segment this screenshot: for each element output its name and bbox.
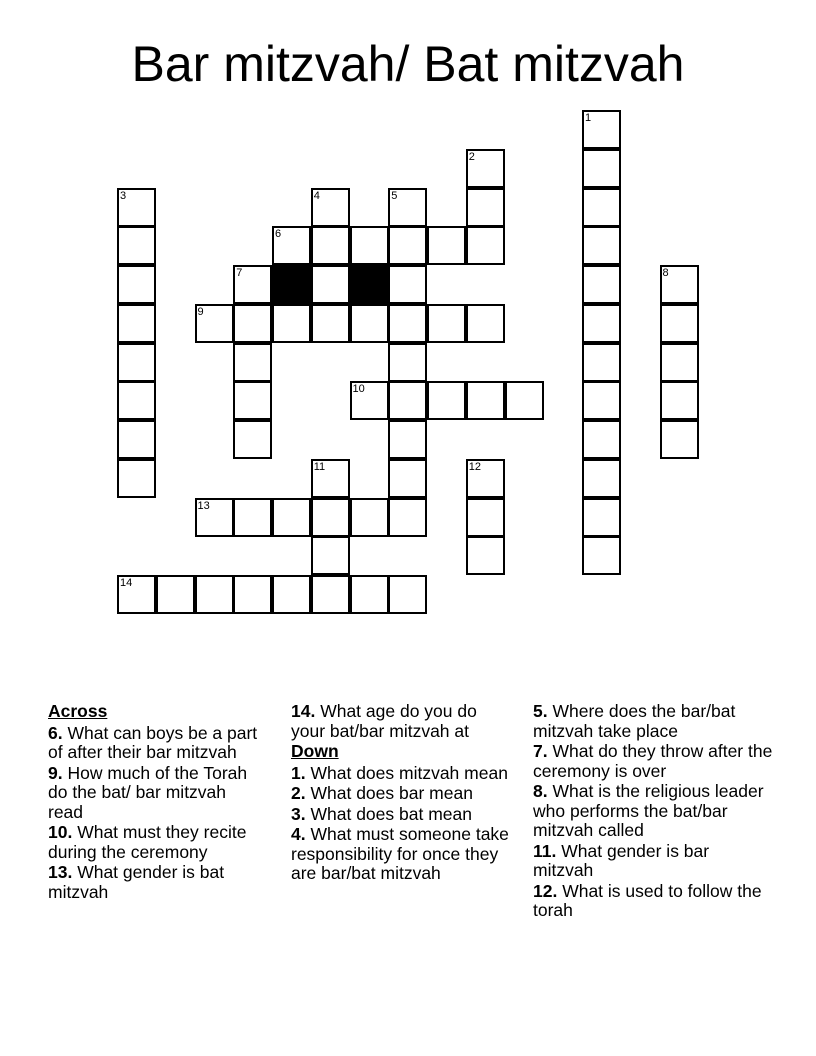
clue-text: What does bat mean	[310, 803, 472, 824]
blocked-cell	[272, 265, 311, 304]
grid-cell[interactable]	[350, 575, 389, 614]
clue-number: 10.	[48, 822, 73, 842]
grid-cell[interactable]	[466, 149, 505, 188]
grid-cell[interactable]	[233, 420, 272, 459]
grid-cell[interactable]	[272, 304, 311, 343]
grid-cell[interactable]	[582, 343, 621, 382]
grid-cell[interactable]	[660, 343, 699, 382]
clue-text: What does bar mean	[310, 783, 473, 803]
clue-down-5	[533, 702, 773, 741]
grid-cell[interactable]	[427, 226, 466, 265]
clue-down-11	[533, 842, 773, 881]
grid-cell[interactable]	[660, 381, 699, 420]
clue-number: 13.	[48, 862, 73, 882]
clue-number: 5.	[533, 701, 548, 721]
clue-number-label: 14	[120, 577, 133, 589]
clue-number-label: 6	[275, 228, 282, 241]
grid-cell[interactable]	[466, 536, 505, 575]
clue-number-label: 13	[197, 499, 210, 512]
clue-text: What can boys be a part of after their bar mitzvah	[48, 722, 258, 762]
clue-number: 6.	[48, 722, 63, 743]
clue-number: 2.	[291, 783, 306, 803]
grid-cell[interactable]	[388, 188, 427, 227]
clue-number: 7.	[533, 741, 548, 761]
clue-down-4	[291, 825, 511, 884]
clue-number: 14.	[291, 701, 316, 721]
clue-number: 4.	[291, 824, 306, 844]
grid-cell[interactable]	[311, 226, 350, 265]
grid-cell[interactable]	[350, 381, 389, 420]
grid-cell[interactable]	[505, 381, 544, 420]
grid-cell[interactable]	[311, 304, 350, 343]
clue-number-label: 4	[313, 189, 320, 202]
grid-cell[interactable]	[311, 188, 350, 227]
grid-cell[interactable]	[350, 498, 389, 537]
grid-cell[interactable]	[117, 420, 156, 459]
grid-cell[interactable]	[195, 575, 234, 614]
grid-cell[interactable]	[117, 459, 156, 498]
grid-cell[interactable]	[117, 226, 156, 265]
grid-cell[interactable]	[466, 459, 505, 498]
grid-cell[interactable]	[582, 536, 621, 575]
clue-text: What is the religious leader who performs the bat/bar mitzvah called	[533, 781, 764, 840]
clue-text: What must someone take responsibility for once they are bar/bat mitzvah	[291, 824, 509, 883]
grid-cell[interactable]	[195, 498, 234, 537]
grid-cell[interactable]	[388, 381, 427, 420]
clue-number: 9.	[48, 762, 63, 783]
clue-number-label: 8	[662, 267, 669, 279]
down-heading: Down	[291, 741, 339, 761]
clue-number-label: 3	[120, 189, 127, 202]
grid-cell[interactable]	[272, 226, 311, 265]
clue-text: Where does the bar/bat mitzvah take place	[533, 701, 736, 741]
clue-text: What is used to follow the torah	[533, 880, 762, 920]
clue-across-10	[48, 823, 263, 862]
clue-text: What gender is bat mitzvah	[48, 862, 225, 902]
grid-cell[interactable]	[117, 343, 156, 382]
grid-cell[interactable]	[388, 265, 427, 304]
grid-cell[interactable]	[660, 304, 699, 343]
grid-cell[interactable]	[311, 459, 350, 498]
clue-text: What age do you do your bat/bar mitzvah at	[291, 701, 477, 741]
grid-cell[interactable]	[388, 343, 427, 382]
grid-cell[interactable]	[117, 265, 156, 304]
clue-across-9	[48, 764, 263, 823]
grid-cell[interactable]	[350, 226, 389, 265]
across-heading: Across	[48, 701, 108, 721]
clues-column-2	[291, 702, 511, 885]
grid-cell[interactable]	[311, 575, 350, 614]
grid-cell[interactable]	[582, 265, 621, 304]
grid-cell[interactable]	[195, 304, 234, 343]
clue-across-6	[48, 724, 263, 763]
grid-cell[interactable]	[582, 188, 621, 227]
clue-across-13	[48, 863, 263, 902]
grid-cell[interactable]	[582, 226, 621, 265]
clue-down-3	[291, 805, 511, 825]
clue-number: 3.	[291, 803, 306, 824]
clue-text: What must they recite during the ceremony	[48, 822, 247, 862]
grid-cell[interactable]	[660, 265, 699, 304]
grid-cell[interactable]	[388, 575, 427, 614]
grid-cell[interactable]	[311, 265, 350, 304]
clue-number-label: 9	[197, 305, 204, 318]
clue-number: 8.	[533, 781, 548, 801]
grid-cell[interactable]	[427, 381, 466, 420]
clue-number-label: 12	[468, 460, 481, 473]
clue-number-label: 2	[468, 150, 475, 163]
clue-down-1	[291, 764, 511, 784]
grid-cell[interactable]	[466, 304, 505, 343]
grid-cell[interactable]	[233, 343, 272, 382]
clue-number: 12.	[533, 880, 558, 901]
grid-cell[interactable]	[272, 498, 311, 537]
grid-cell[interactable]	[427, 304, 466, 343]
clue-down-7	[533, 742, 773, 781]
clue-across-14	[291, 702, 511, 741]
clue-text: What does mitzvah mean	[310, 762, 508, 783]
grid-cell[interactable]	[582, 381, 621, 420]
blocked-cell	[350, 265, 389, 304]
grid-cell[interactable]	[156, 575, 195, 614]
grid-cell[interactable]	[582, 420, 621, 459]
clue-number-label: 5	[391, 189, 398, 202]
clue-number-label: 10	[352, 383, 365, 396]
grid-cell[interactable]	[582, 459, 621, 498]
grid-cell[interactable]	[117, 188, 156, 227]
clue-number-label: 11	[313, 460, 326, 473]
grid-cell[interactable]	[233, 575, 272, 614]
clue-number: 11.	[533, 840, 557, 861]
grid-cell[interactable]	[466, 498, 505, 537]
clue-text: What do they throw after the ceremony is over	[533, 741, 773, 781]
clue-number-label: 7	[236, 267, 243, 279]
clue-down-2	[291, 784, 511, 804]
grid-cell[interactable]	[388, 459, 427, 498]
grid-cell[interactable]	[388, 420, 427, 459]
grid-cell[interactable]	[388, 498, 427, 537]
grid-cell[interactable]	[388, 304, 427, 343]
grid-cell[interactable]	[466, 188, 505, 227]
grid-cell[interactable]	[233, 381, 272, 420]
grid-cell[interactable]	[233, 265, 272, 304]
clue-text: What gender is bar mitzvah	[533, 840, 710, 880]
grid-cell[interactable]	[350, 304, 389, 343]
grid-cell[interactable]	[117, 304, 156, 343]
clue-number: 1.	[291, 762, 306, 783]
grid-cell[interactable]	[117, 575, 156, 614]
grid-cell[interactable]	[233, 304, 272, 343]
clue-text: How much of the Torah do the bat/ bar mitzvah read	[48, 762, 248, 822]
grid-cell[interactable]	[117, 381, 156, 420]
grid-cell[interactable]	[582, 110, 621, 149]
clue-down-8	[533, 782, 773, 841]
grid-cell[interactable]	[466, 381, 505, 420]
clue-down-12	[533, 882, 773, 921]
page-title: Bar mitzvah/ Bat mitzvah	[131, 36, 685, 92]
grid-cell[interactable]	[233, 498, 272, 537]
grid-cell[interactable]	[388, 226, 427, 265]
clues-column-3	[533, 702, 773, 922]
grid-cell[interactable]	[582, 149, 621, 188]
grid-cell[interactable]	[582, 498, 621, 537]
grid-cell[interactable]	[311, 498, 350, 537]
clue-number-label: 1	[585, 112, 592, 124]
clues-column-1	[48, 702, 263, 903]
grid-cell[interactable]	[582, 304, 621, 343]
grid-cell[interactable]	[311, 536, 350, 575]
grid-cell[interactable]	[466, 226, 505, 265]
grid-cell[interactable]	[272, 575, 311, 614]
grid-cell[interactable]	[660, 420, 699, 459]
